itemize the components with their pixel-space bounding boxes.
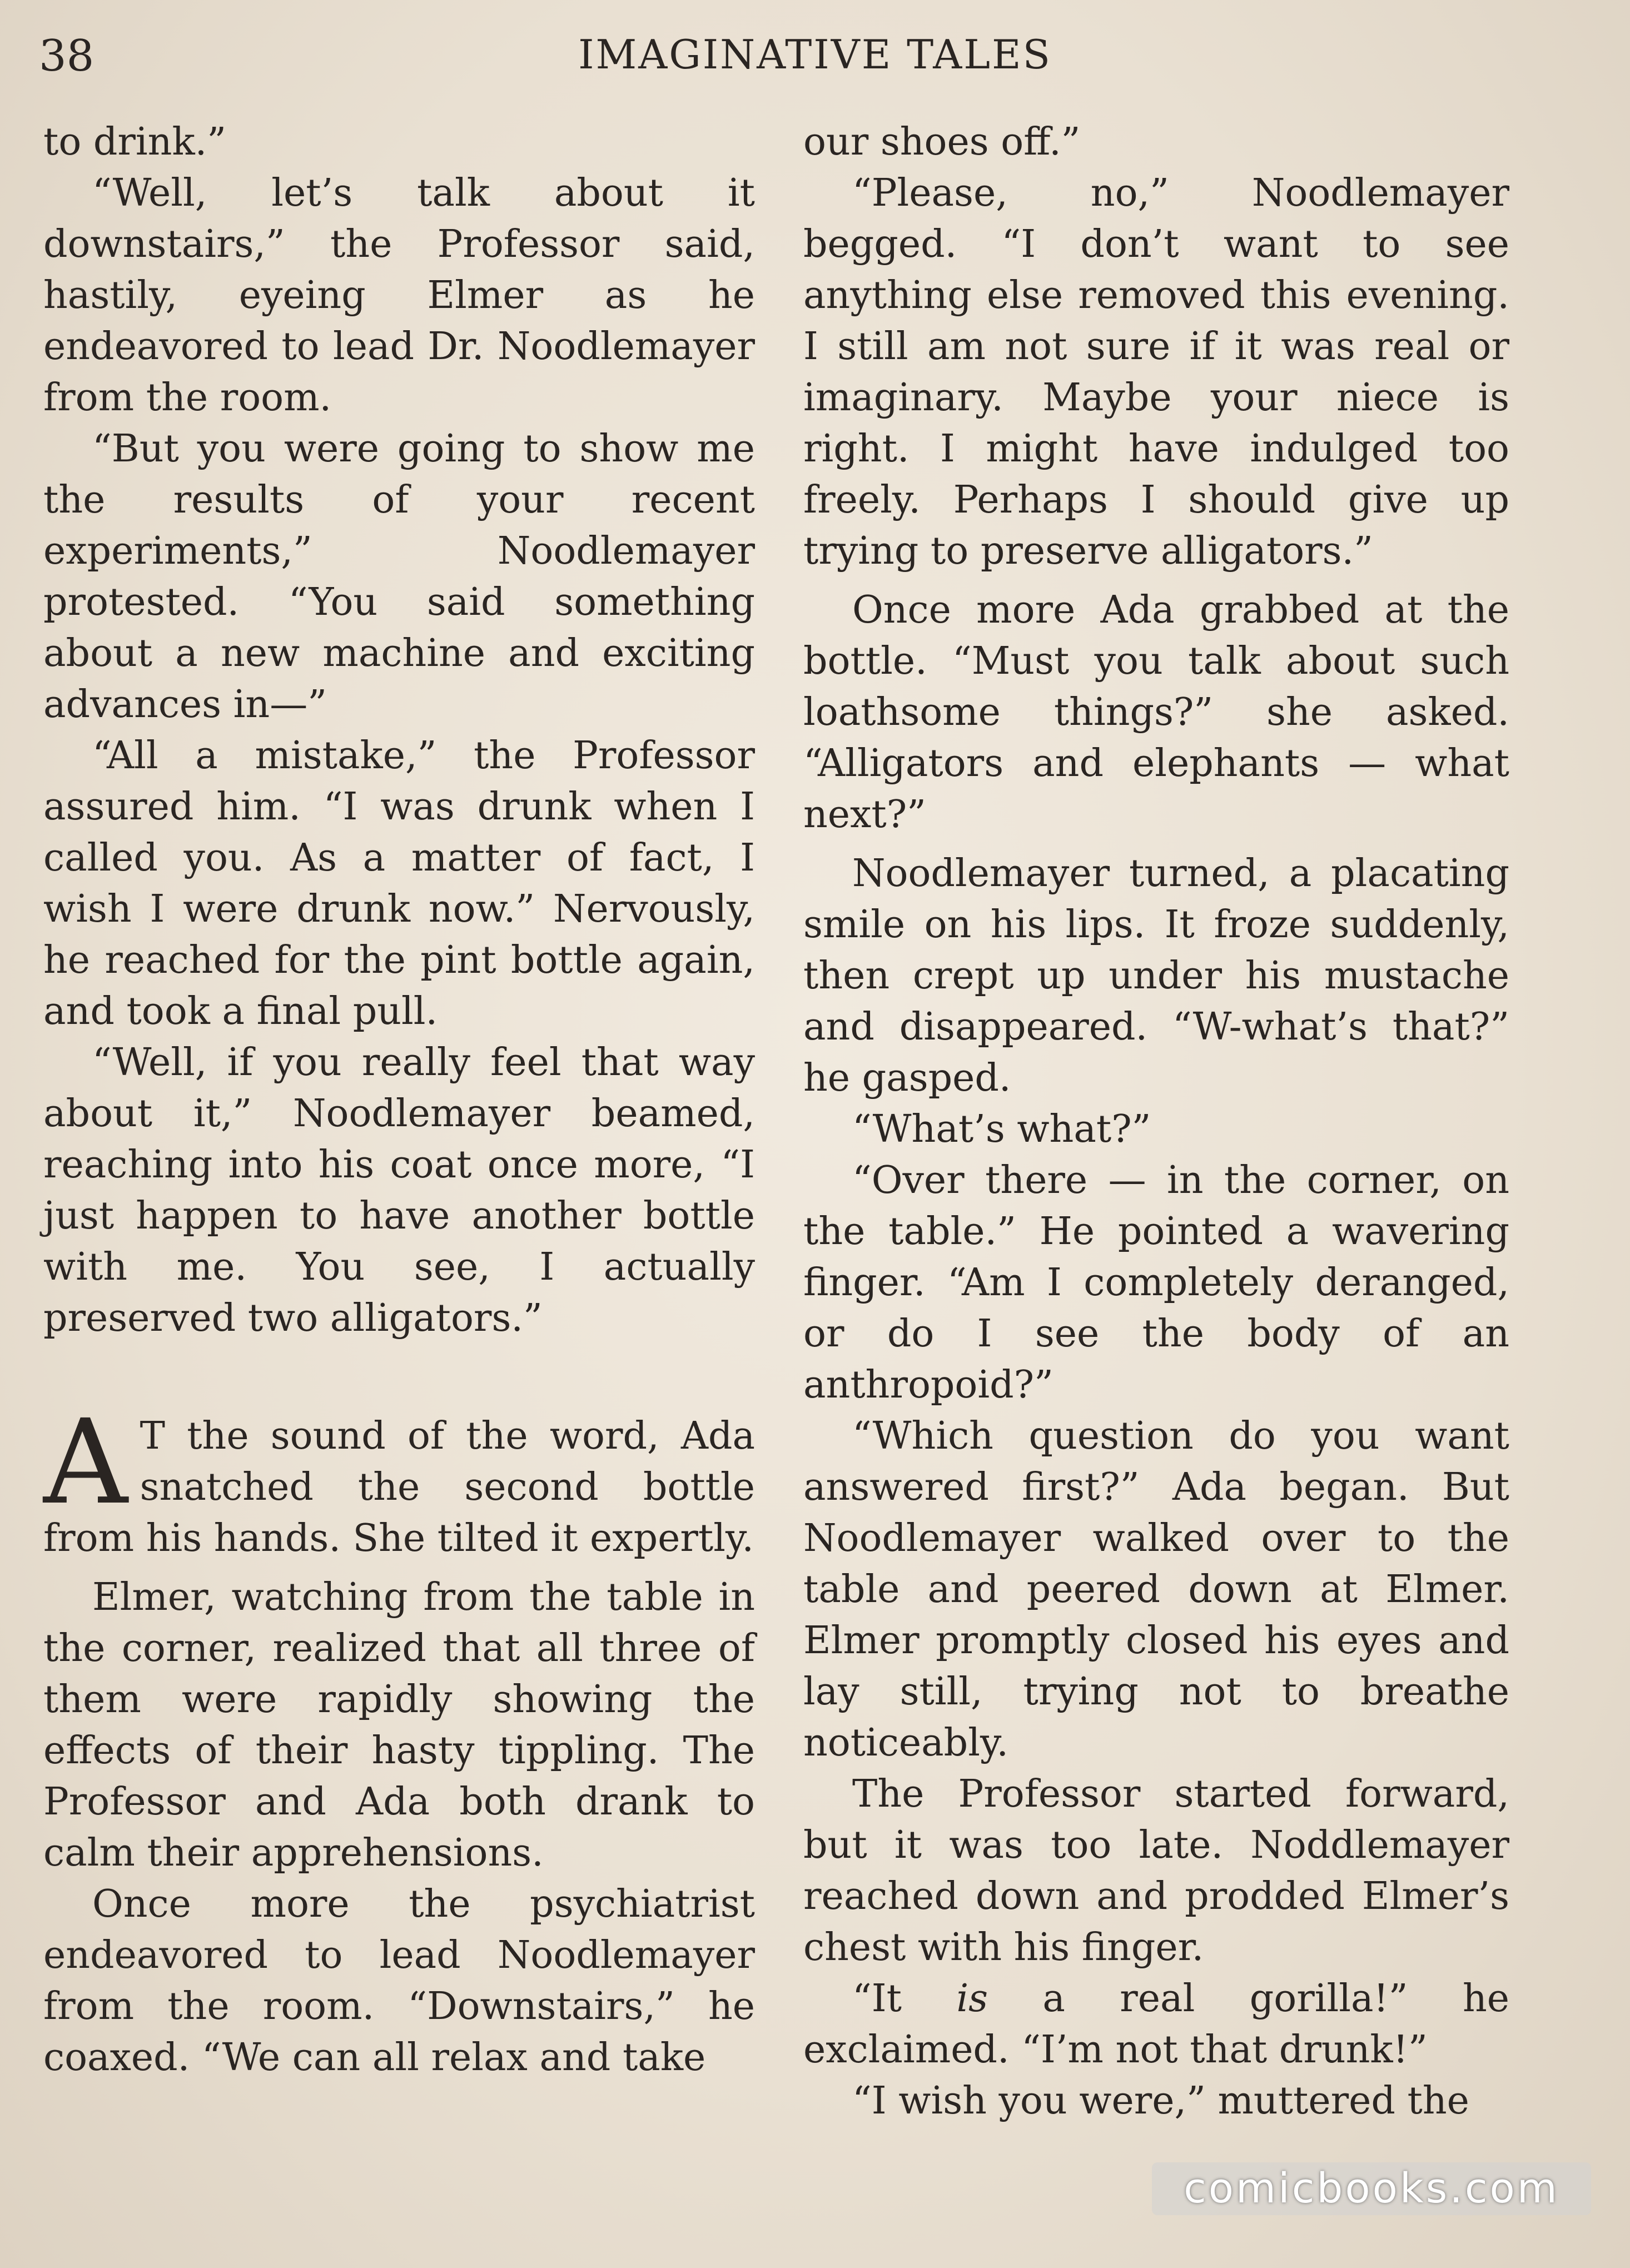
paragraph: “I wish you were,” muttered the — [852, 2079, 1469, 2123]
paragraph: to drink.” — [43, 120, 227, 164]
paragraph: “Please, no,” Noodlemayer begged. “I don’t want to see anything else removed this evening. I still am not sure if it was real or imaginary. Maybe your niece is right. I might have indulged too freely. Perhaps I should give up trying to preserve alligators.” — [803, 171, 1509, 573]
drop-cap: A — [43, 1394, 128, 1530]
paragraph: “But you were going to show me the results of your recent experiments,” Noodlemayer protested. “You said something about a new machine and exciting advances in—” — [43, 427, 755, 727]
paragraph: Once more Ada grabbed at the bottle. “Must you talk about such loathsome things?” she asked. “Alligators and elephants — what next?” — [803, 588, 1509, 837]
paragraph: our shoes off.” — [803, 120, 1081, 164]
paragraph: “Over there — in the corner, on the table.” He pointed a wavering finger. “Am I completely deranged, or do I see the body of an anthropoid?” — [803, 1158, 1509, 1407]
watermark-text: comicbooks.com — [1184, 2165, 1559, 2212]
paragraph: Noodlemayer turned, a placating smile on his lips. It froze suddenly, then crept up under his mustache and disappeared. “W-what’s that?” he gasped. — [803, 852, 1509, 1100]
paragraph: “All a mistake,” the Professor assured him. “I was drunk when I called you. As a matter of fact, I wish I were drunk now.” Nervously, he reached for the pint bottle again, and took a final pull. — [43, 734, 755, 1033]
section-opening-paragraph — [43, 1394, 755, 1564]
paragraph: “What’s what?” — [852, 1107, 1151, 1151]
paragraph: “Well, let’s talk about it downstairs,” the Professor said, hastily, eyeing Elmer as he endeavored to lead Dr. Noodlemayer from the room. — [43, 171, 755, 420]
page-number: 38 — [39, 31, 95, 81]
emphasis: is — [956, 1977, 988, 2021]
paragraph: Once more the psychiatrist endeavored to lead Noodlemayer from the room. “Downstairs,” he coaxed. “We can all relax and take — [43, 1882, 755, 2080]
paragraph — [803, 1973, 1509, 2076]
right-column — [803, 117, 1509, 2127]
paragraph-text: a real gorilla!” he exclaimed. “I’m not that drunk!” — [803, 1977, 1509, 2072]
left-column — [43, 117, 755, 2083]
paragraph: Elmer, watching from the table in the corner, realized that all three of them were rapidly showing the effects of their hasty tippling. The Professor and Ada both drank to calm their apprehensions. — [43, 1575, 755, 1875]
paragraph-text: “It — [852, 1977, 957, 2021]
paragraph: The Professor started forward, but it was too late. Noddlemayer reached down and prodded Elmer’s chest with his finger. — [803, 1772, 1509, 1969]
paragraph-text: T the sound of the word, Ada snatched the second bottle from his hands. She tilted it expertly. — [43, 1414, 755, 1560]
paragraph: “Which question do you want answered first?” Ada began. But Noodlemayer walked over to the table and peered down at Elmer. Elmer promptly closed his eyes and lay still, trying not to breathe noticeably. — [803, 1414, 1509, 1765]
paragraph: “Well, if you really feel that way about it,” Noodlemayer beamed, reaching into his coat once more, “I just happen to have another bottle with me. You see, I actually preserved two alligators.” — [43, 1041, 755, 1340]
running-head-title: IMAGINATIVE TALES — [578, 31, 1052, 78]
